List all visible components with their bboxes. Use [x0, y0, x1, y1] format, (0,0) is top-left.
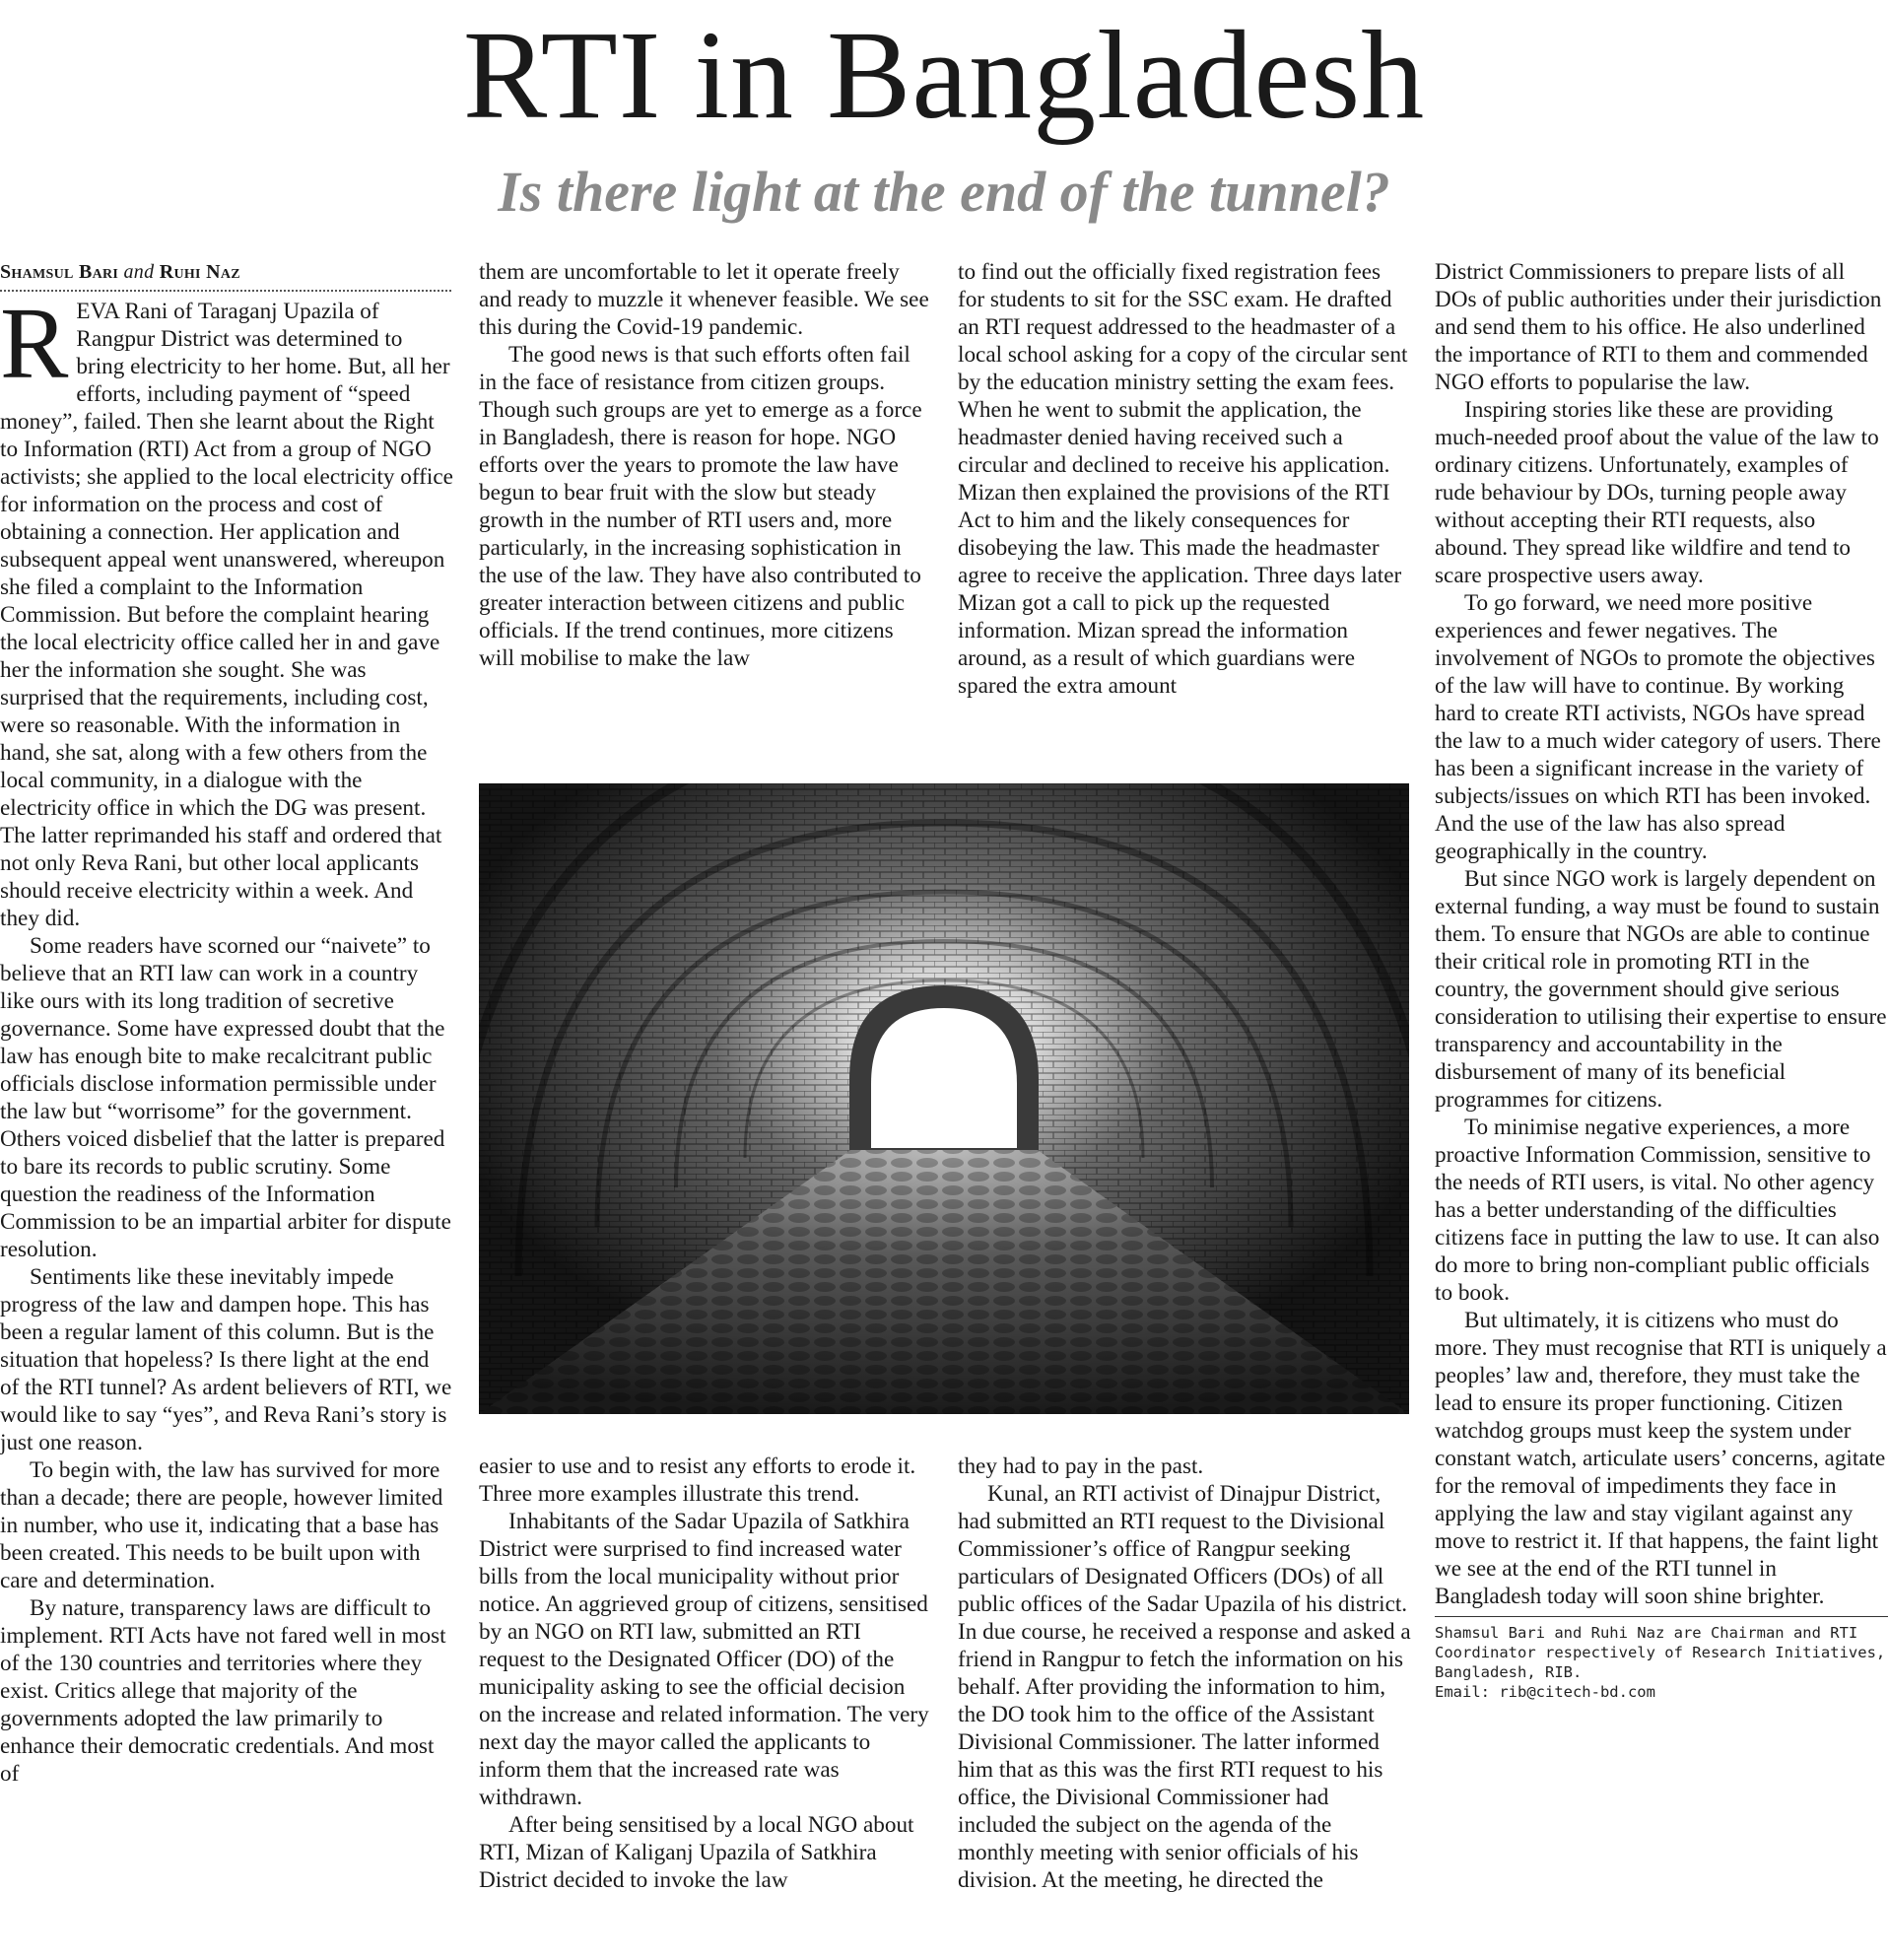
article-paragraph: But since NGO work is largely dependent on external funding, a way must be found to sustain them. To ensure that NGOs are able to continue their critical role in promoting RTI in the country, the government should give serious consideration to utilising their expertise to ensure transparency and accountability in the disbursement of many of its beneficial programmes for citizens.: [1435, 866, 1887, 1113]
byline-author-2: Ruhi Naz: [159, 261, 240, 283]
article-paragraph: they had to pay in the past.: [958, 1453, 1204, 1479]
article-paragraph: Sentiments like these inevitably impede progress of the law and dampen hope. This has been a regular lament of this column. But is the situation that hopeless? Is there light at the end of the RTI tunnel? As ardent believers of RTI, we would like to say “yes”, and Reva Rani’s story is just one reason.: [0, 1264, 452, 1455]
tunnel-image: [479, 783, 1409, 1414]
article-column-4: [1435, 258, 1888, 1702]
article-paragraph: Kunal, an RTI activist of Dinajpur District, had submitted an RTI request to the Divisional Commissioner’s office of Rangpur seeking particulars of Designated Officers (DOs) of all public offices of the Sadar Upazila of his district. In due course, he received a response and asked a friend in Rangpur to fetch the information on his behalf. After providing the information to him, the DO took him to the office of the Assistant Divisional Commissioner. The latter informed him that as this was the first RTI request to his office, the Divisional Commissioner had included the subject on the agenda of the monthly meeting with senior officials of his division. At the meeting, he directed the: [958, 1481, 1411, 1893]
article-paragraph: To minimise negative experiences, a more proactive Information Commission, sensitive to the needs of RTI users, is vital. No other agency has a better understanding of the difficulties citizens face in putting the law to use. It can also do more to bring non-compliant public officials to book.: [1435, 1115, 1880, 1306]
author-note: [1435, 1616, 1888, 1702]
article-column-2-bottom: [479, 1453, 932, 1894]
article-paragraph: easier to use and to resist any efforts to erode it. Three more examples illustrate this trend.: [479, 1453, 916, 1507]
article-paragraph: Some readers have scorned our “naivete” to believe that an RTI law can work in a country like ours with its long tradition of secretive governance. Some have expressed doubt that the law has enough bite to make recalcitrant public officials disclose information permissible under the law but “worrisome” for the government. Others voiced disbelief that the latter is prepared to bare its records to public scrutiny. Some question the readiness of the Information Commission to be an impartial arbiter for dispute resolution.: [0, 933, 451, 1262]
article-column-1: [0, 258, 453, 1788]
page-title: RTI in Bangladesh: [462, 5, 1426, 145]
article-paragraph: But ultimately, it is citizens who must do more. They must recognise that RTI is uniquely a peoples’ law and, therefore, they must take the lead to ensure its proper functioning. Citizen watchdog groups must keep the system under constant watch, articulate users’ concerns, agitate for the removal of impediments they face in applying the law and stay vigilant against any move to restrict it. If that happens, the faint light we see at the end of the RTI tunnel in Bangladesh today will soon shine brighter.: [1435, 1308, 1887, 1609]
article-paragraph: District Commissioners to prepare lists of all DOs of public authorities under their jurisdiction and send them to his office. He also underlined the importance of RTI to them and commended NGO efforts to popularise the law.: [1435, 259, 1882, 395]
article-column-2-top: [479, 258, 932, 672]
page-subtitle: Is there light at the end of the tunnel?: [498, 160, 1390, 224]
author-note-text: Shamsul Bari and Ruhi Naz are Chairman and RTI Coordinator respectively of Research Initiatives, Bangladesh, RIB.: [1435, 1624, 1886, 1681]
article-column-3-bottom: [958, 1453, 1411, 1894]
drop-cap: R: [0, 287, 69, 400]
article-paragraph: them are uncomfortable to let it operate freely and ready to muzzle it whenever feasible. We see this during the Covid-19 pandemic.: [479, 259, 929, 340]
article-paragraph: By nature, transparency laws are difficult to implement. RTI Acts have not fared well in most of the 130 countries and territories where they exist. Critics allege that majority of the governments adopted the law primarily to enhance their democratic credentials. And most of: [0, 1595, 446, 1787]
article-paragraph: The good news is that such efforts often fail in the face of resistance from citizen groups. Though such groups are yet to emerge as a force in Bangladesh, there is reason for hope. NGO efforts over the years to promote the law have begun to bear fruit with the slow but steady growth in the number of RTI users and, more particularly, in the increasing sophistication in the use of the law. They have also contributed to greater interaction between citizens and public officials. If the trend continues, more citizens will mobilise to make the law: [479, 342, 922, 671]
article-paragraph: To begin with, the law has survived for more than a decade; there are people, however limited in number, who use it, indicating that a base has been created. This needs to be built upon with care and determination.: [0, 1457, 443, 1593]
article-paragraph: to find out the officially fixed registration fees for students to sit for the SSC exam. He drafted an RTI request addressed to the headmaster of a local school asking for a copy of the circular sent by the education ministry setting the exam fees. When he went to submit the application, the headmaster denied having received such a circular and declined to receive his application. Mizan then explained the provisions of the RTI Act to him and the likely consequences for disobeying the law. This made the headmaster agree to receive the application. Three days later Mizan got a call to pick up the requested information. Mizan spread the information around, as a result of which guardians were spared the extra amount: [958, 259, 1408, 699]
article-paragraph: To go forward, we need more positive experiences and fewer negatives. The involvement of NGOs to promote the objectives of the law will have to continue. By working hard to create RTI activists, NGOs have spread the law to a much wider category of users. There has been a significant increase in the variety of subjects/issues on which RTI has been invoked. And the use of the law has also spread geographically in the country.: [1435, 590, 1881, 864]
article-paragraph: Inspiring stories like these are providing much-needed proof about the value of the law to ordinary citizens. Unfortunately, examples of rude behaviour by DOs, turning people away without accepting their RTI requests, also abound. They spread like wildfire and tend to scare prospective users away.: [1435, 397, 1879, 588]
article-column-3-top: [958, 258, 1411, 700]
tunnel-photo: [479, 783, 1409, 1414]
author-note-email: Email: rib@citech-bd.com: [1435, 1683, 1655, 1701]
byline-author-1: Shamsul Bari: [0, 261, 119, 283]
article-paragraph: Inhabitants of the Sadar Upazila of Satkhira District were surprised to find increased water bills from the local municipality without prior notice. An aggrieved group of citizens, sensitised by an NGO on RTI law, submitted an RTI request to the Designated Officer (DO) of the municipality asking to see the official decision on the increase and related information. The very next day the mayor called the applicants to inform them that the increased rate was withdrawn.: [479, 1509, 929, 1810]
article-paragraph: After being sensitised by a local NGO about RTI, Mizan of Kaliganj Upazila of Satkhira District decided to invoke the law: [479, 1812, 914, 1893]
byline: [0, 258, 453, 286]
byline-conjunction: and: [123, 261, 155, 283]
article-paragraph: REVA Rani of Taraganj Upazila of Rangpur District was determined to bring electricity to her home. But, all her efforts, including payment of “speed money”, failed. Then she learnt about the Right to Information (RTI) Act from a group of NGO activists; she applied to the local electricity office for information on the process and cost of obtaining a connection. Her application and subsequent appeal went unanswered, whereupon she filed a complaint to the Information Commission. But before the complaint hearing the local electricity office called her in and gave her the information she sought. She was surprised that the requirements, including cost, were so reasonable. With the information in hand, she sat, along with a few others from the local community, in a dialogue with the electricity office in which the DG was present. The latter reprimanded his staff and ordered that not only Reva Rani, but other local applicants should receive electricity within a week. And they did.: [0, 287, 453, 931]
